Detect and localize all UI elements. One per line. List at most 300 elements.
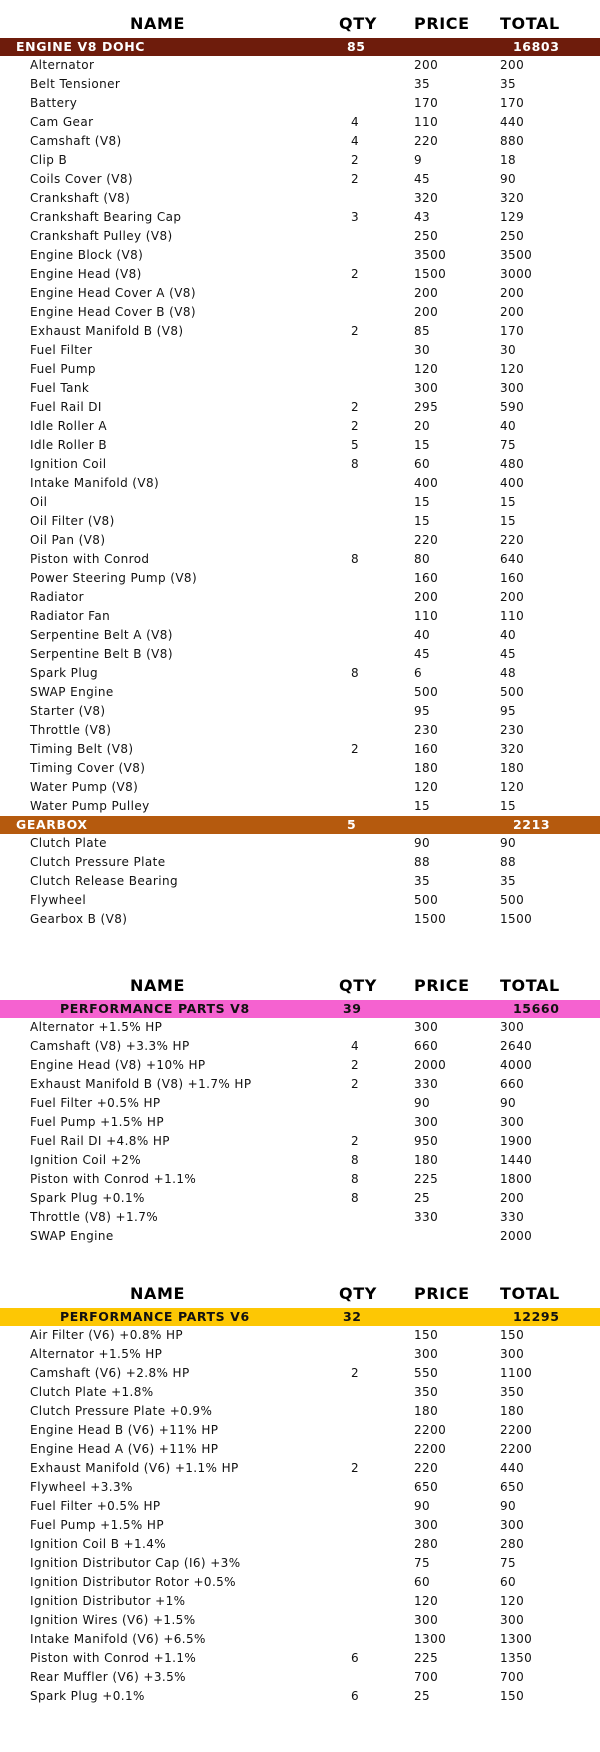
item-name: Spark Plug +0.1% [30,1191,145,1205]
item-total: 200 [500,1191,525,1205]
item-total: 300 [500,1020,525,1034]
item-total: 880 [500,134,525,148]
item-total: 1350 [500,1651,533,1665]
item-name: Piston with Conrod +1.1% [30,1651,197,1665]
item-qty: 4 [351,1039,360,1053]
item-price: 200 [414,590,439,604]
table-row [0,1170,600,1189]
item-qty: 2 [351,1366,360,1380]
table-row [0,1478,600,1497]
item-price: 700 [414,1670,439,1684]
item-name: Water Pump Pulley [30,799,150,813]
item-name: Coils Cover (V8) [30,172,134,186]
item-price: 43 [414,210,431,224]
table-row [0,455,600,474]
item-name: Exhaust Manifold B (V8) [30,324,184,338]
table-row [0,1132,600,1151]
item-price: 6 [414,666,423,680]
col-price-header: PRICE [414,14,470,33]
item-price: 650 [414,1480,439,1494]
item-price: 45 [414,172,431,186]
table-row [0,1113,600,1132]
item-name: Engine Head (V8) [30,267,142,281]
table-row [0,910,600,929]
table-row [0,1611,600,1630]
item-total: 440 [500,1461,525,1475]
table-row [0,550,600,569]
table-row [0,512,600,531]
item-name: Ignition Distributor Rotor +0.5% [30,1575,236,1589]
item-total: 48 [500,666,517,680]
item-price: 20 [414,419,431,433]
item-total: 350 [500,1385,525,1399]
table-row [0,626,600,645]
item-price: 40 [414,628,431,642]
table-row [0,1516,600,1535]
item-total: 180 [500,761,525,775]
item-name: Spark Plug +0.1% [30,1689,145,1703]
col-name-header: NAME [130,1284,186,1303]
item-total: 1500 [500,912,533,926]
item-total: 110 [500,609,525,623]
item-price: 15 [414,438,431,452]
item-price: 225 [414,1172,439,1186]
item-total: 15 [500,799,517,813]
table-row [0,208,600,227]
item-name: Exhaust Manifold (V6) +1.1% HP [30,1461,239,1475]
item-total: 300 [500,1613,525,1627]
item-total: 170 [500,324,525,338]
table-row [0,1383,600,1402]
col-total-header: TOTAL [500,1284,560,1303]
item-price: 300 [414,1020,439,1034]
table-row [0,891,600,910]
item-price: 160 [414,742,439,756]
item-name: Idle Roller B [30,438,108,452]
item-name: SWAP Engine [30,1229,114,1243]
item-name: Fuel Rail DI [30,400,102,414]
table-row [0,1592,600,1611]
item-qty: 8 [351,1153,360,1167]
item-price: 150 [414,1328,439,1342]
item-price: 180 [414,761,439,775]
item-qty: 2 [351,400,360,414]
item-price: 110 [414,115,439,129]
item-name: Piston with Conrod +1.1% [30,1172,197,1186]
table-row [0,1497,600,1516]
item-total: 40 [500,419,517,433]
item-qty: 2 [351,172,360,186]
item-name: Crankshaft Bearing Cap [30,210,182,224]
section-title: ENGINE V8 DOHC [16,39,146,54]
item-price: 90 [414,1499,431,1513]
col-price-header: PRICE [414,1284,470,1303]
rows-gearbox [0,834,600,929]
item-name: Clutch Plate [30,836,107,850]
item-total: 3000 [500,267,533,281]
table-row [0,1227,600,1246]
item-name: Ignition Coil +2% [30,1153,141,1167]
section-title: PERFORMANCE PARTS V6 [60,1309,250,1324]
item-total: 2000 [500,1229,533,1243]
item-total: 1900 [500,1134,533,1148]
item-total: 95 [500,704,517,718]
table-row [0,379,600,398]
item-qty: 6 [351,1651,360,1665]
item-price: 170 [414,96,439,110]
col-price-header: PRICE [414,976,470,995]
table-row [0,1535,600,1554]
section-qty: 85 [347,39,366,54]
item-total: 45 [500,647,517,661]
item-total: 150 [500,1328,525,1342]
item-price: 95 [414,704,431,718]
item-price: 120 [414,1594,439,1608]
item-price: 120 [414,362,439,376]
item-name: Spark Plug [30,666,99,680]
item-price: 2000 [414,1058,447,1072]
table-row [0,417,600,436]
item-name: Engine Head Cover A (V8) [30,286,196,300]
item-qty: 3 [351,210,360,224]
item-name: Fuel Pump [30,362,96,376]
table-row [0,1364,600,1383]
table-row [0,132,600,151]
item-total: 280 [500,1537,525,1551]
table-row [0,645,600,664]
item-qty: 8 [351,666,360,680]
item-total: 180 [500,1404,525,1418]
col-qty-header: QTY [339,976,377,995]
item-price: 25 [414,1689,431,1703]
item-total: 400 [500,476,525,490]
table-row [0,1440,600,1459]
item-name: Throttle (V8) +1.7% [30,1210,159,1224]
table-row [0,436,600,455]
item-name: Ignition Distributor Cap (I6) +3% [30,1556,241,1570]
item-name: Alternator [30,58,95,72]
item-price: 2200 [414,1442,447,1456]
item-name: Fuel Filter [30,343,93,357]
section-band-perf-v8 [0,1000,600,1018]
item-price: 15 [414,514,431,528]
item-qty: 2 [351,1134,360,1148]
item-total: 75 [500,438,517,452]
item-name: Clip B [30,153,68,167]
col-name-header: NAME [130,14,186,33]
item-name: Ignition Distributor +1% [30,1594,186,1608]
item-name: Clutch Release Bearing [30,874,179,888]
item-price: 280 [414,1537,439,1551]
table-row [0,56,600,75]
item-total: 1300 [500,1632,533,1646]
item-total: 220 [500,533,525,547]
item-name: Radiator Fan [30,609,111,623]
table-row [0,1459,600,1478]
item-total: 500 [500,893,525,907]
item-name: Flywheel [30,893,87,907]
item-name: Clutch Plate +1.8% [30,1385,154,1399]
item-name: Piston with Conrod [30,552,150,566]
table-row [0,797,600,816]
item-name: Intake Manifold (V6) +6.5% [30,1632,206,1646]
item-total: 320 [500,742,525,756]
table-row [0,1554,600,1573]
item-name: Oil Pan (V8) [30,533,106,547]
item-name: Oil Filter (V8) [30,514,115,528]
item-total: 330 [500,1210,525,1224]
item-total: 2200 [500,1423,533,1437]
table-row [0,265,600,284]
table-row [0,1630,600,1649]
item-name: Throttle (V8) [30,723,112,737]
item-total: 150 [500,1689,525,1703]
perf-v6-table [0,1278,600,1706]
item-total: 650 [500,1480,525,1494]
table-header [0,1278,600,1308]
item-price: 25 [414,1191,431,1205]
item-name: Serpentine Belt B (V8) [30,647,173,661]
item-total: 250 [500,229,525,243]
item-price: 300 [414,381,439,395]
item-total: 480 [500,457,525,471]
item-total: 129 [500,210,525,224]
table-row [0,1056,600,1075]
table-row [0,151,600,170]
item-name: Intake Manifold (V8) [30,476,160,490]
item-price: 400 [414,476,439,490]
item-price: 35 [414,77,431,91]
table-row [0,1687,600,1706]
item-total: 160 [500,571,525,585]
table-row [0,1649,600,1668]
table-row [0,1018,600,1037]
item-qty: 2 [351,153,360,167]
item-qty: 2 [351,1461,360,1475]
item-name: Belt Tensioner [30,77,121,91]
item-total: 30 [500,343,517,357]
item-price: 350 [414,1385,439,1399]
item-price: 550 [414,1366,439,1380]
item-total: 1100 [500,1366,533,1380]
table-row [0,1094,600,1113]
table-row [0,322,600,341]
item-name: Engine Head Cover B (V8) [30,305,196,319]
item-price: 30 [414,343,431,357]
item-total: 440 [500,115,525,129]
item-name: Crankshaft Pulley (V8) [30,229,173,243]
item-price: 295 [414,400,439,414]
item-name: Serpentine Belt A (V8) [30,628,173,642]
item-price: 200 [414,58,439,72]
item-price: 1500 [414,267,447,281]
item-qty: 2 [351,267,360,281]
rows-perf-v8 [0,1018,600,1246]
item-name: Fuel Filter +0.5% HP [30,1499,161,1513]
section-qty: 32 [343,1309,362,1324]
item-total: 120 [500,780,525,794]
table-row [0,1345,600,1364]
item-total: 200 [500,305,525,319]
item-qty: 2 [351,324,360,338]
item-total: 660 [500,1077,525,1091]
item-price: 2200 [414,1423,447,1437]
table-row [0,303,600,322]
section-qty: 5 [347,817,357,832]
item-price: 120 [414,780,439,794]
col-total-header: TOTAL [500,976,560,995]
col-total-header: TOTAL [500,14,560,33]
item-total: 590 [500,400,525,414]
item-name: Fuel Tank [30,381,90,395]
item-price: 160 [414,571,439,585]
item-price: 220 [414,1461,439,1475]
item-price: 200 [414,305,439,319]
table-row [0,1326,600,1345]
table-row [0,740,600,759]
section-band-engine [0,38,600,56]
item-name: Fuel Filter +0.5% HP [30,1096,161,1110]
table-row [0,664,600,683]
perf-v8-table [0,970,600,1246]
item-total: 75 [500,1556,517,1570]
item-price: 200 [414,286,439,300]
table-row [0,474,600,493]
col-qty-header: QTY [339,14,377,33]
table-row [0,1668,600,1687]
item-price: 330 [414,1210,439,1224]
table-row [0,94,600,113]
item-price: 300 [414,1347,439,1361]
table-row [0,246,600,265]
item-price: 330 [414,1077,439,1091]
item-price: 15 [414,495,431,509]
item-total: 120 [500,362,525,376]
table-row [0,834,600,853]
table-row [0,1075,600,1094]
item-price: 230 [414,723,439,737]
item-name: Rear Muffler (V6) +3.5% [30,1670,186,1684]
table-header [0,970,600,1000]
item-name: Gearbox B (V8) [30,912,128,926]
item-total: 18 [500,153,517,167]
item-qty: 2 [351,419,360,433]
item-name: Air Filter (V6) +0.8% HP [30,1328,184,1342]
item-price: 90 [414,836,431,850]
table-row [0,360,600,379]
item-name: Engine Head (V8) +10% HP [30,1058,206,1072]
item-name: Engine Head B (V6) +11% HP [30,1423,219,1437]
item-total: 2200 [500,1442,533,1456]
item-price: 80 [414,552,431,566]
item-price: 75 [414,1556,431,1570]
section-qty: 39 [343,1001,362,1016]
table-row [0,170,600,189]
item-price: 110 [414,609,439,623]
item-name: Clutch Pressure Plate [30,855,166,869]
table-row [0,398,600,417]
item-qty: 8 [351,457,360,471]
engine-gearbox-table [0,8,600,929]
item-name: Ignition Coil [30,457,107,471]
section-title: PERFORMANCE PARTS V8 [60,1001,250,1016]
table-row [0,189,600,208]
item-name: Radiator [30,590,84,604]
table-row [0,683,600,702]
item-name: Ignition Coil B +1.4% [30,1537,167,1551]
item-price: 15 [414,799,431,813]
item-total: 90 [500,1499,517,1513]
item-qty: 6 [351,1689,360,1703]
item-price: 300 [414,1518,439,1532]
item-total: 88 [500,855,517,869]
item-name: Idle Roller A [30,419,108,433]
table-row [0,721,600,740]
item-name: Camshaft (V8) [30,134,122,148]
table-header [0,8,600,38]
item-price: 660 [414,1039,439,1053]
item-total: 120 [500,1594,525,1608]
item-total: 40 [500,628,517,642]
table-row [0,531,600,550]
item-total: 300 [500,1115,525,1129]
section-band-gearbox [0,816,600,834]
item-price: 220 [414,134,439,148]
table-row [0,872,600,891]
item-price: 3500 [414,248,447,262]
item-price: 300 [414,1115,439,1129]
item-total: 60 [500,1575,517,1589]
item-name: SWAP Engine [30,685,114,699]
item-price: 300 [414,1613,439,1627]
item-name: Alternator +1.5% HP [30,1020,163,1034]
item-total: 700 [500,1670,525,1684]
item-price: 225 [414,1651,439,1665]
item-qty: 4 [351,134,360,148]
item-total: 35 [500,77,517,91]
item-price: 950 [414,1134,439,1148]
table-row [0,702,600,721]
table-row [0,778,600,797]
item-total: 90 [500,1096,517,1110]
item-qty: 2 [351,1077,360,1091]
table-row [0,113,600,132]
item-total: 500 [500,685,525,699]
item-total: 1800 [500,1172,533,1186]
item-total: 4000 [500,1058,533,1072]
item-price: 60 [414,457,431,471]
item-name: Camshaft (V6) +2.8% HP [30,1366,190,1380]
item-price: 1300 [414,1632,447,1646]
item-total: 90 [500,172,517,186]
table-row [0,341,600,360]
item-price: 90 [414,1096,431,1110]
item-name: Power Steering Pump (V8) [30,571,198,585]
rows-perf-v6 [0,1326,600,1706]
item-total: 300 [500,381,525,395]
item-name: Ignition Wires (V6) +1.5% [30,1613,196,1627]
item-total: 640 [500,552,525,566]
table-row [0,1208,600,1227]
item-name: Fuel Pump +1.5% HP [30,1518,164,1532]
item-qty: 2 [351,1058,360,1072]
item-price: 88 [414,855,431,869]
item-total: 1440 [500,1153,533,1167]
item-total: 200 [500,286,525,300]
item-qty: 8 [351,1172,360,1186]
item-name: Camshaft (V8) +3.3% HP [30,1039,190,1053]
item-name: Fuel Pump +1.5% HP [30,1115,164,1129]
